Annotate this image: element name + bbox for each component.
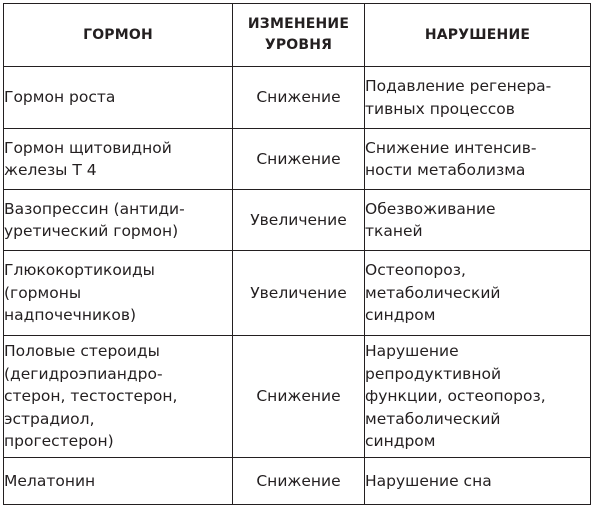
cell-disorder bbox=[365, 251, 591, 336]
cell-level-change-text: Снижение bbox=[256, 387, 341, 406]
cell-level-change bbox=[233, 336, 365, 458]
table-row bbox=[4, 458, 591, 505]
cell-hormone bbox=[4, 251, 233, 336]
cell-disorder-text: Нарушение репродуктивной функции, остеопороз, метаболический синдром bbox=[365, 342, 546, 451]
cell-hormone-text: Глюкокортикоиды (гормоны надпочечников) bbox=[4, 261, 155, 325]
cell-disorder-text: Снижение интенсив- ности метаболизма bbox=[365, 138, 537, 179]
cell-level-change bbox=[233, 129, 365, 190]
table-row bbox=[4, 190, 591, 251]
header-hormone-label: ГОРМОН bbox=[83, 26, 153, 43]
cell-disorder-text: Остеопороз, метаболический синдром bbox=[365, 261, 501, 325]
cell-disorder bbox=[365, 67, 591, 129]
table-header-row bbox=[4, 4, 591, 67]
cell-hormone-text: Половые стероиды (дегидроэпиандро- стерон, тестостерон, эстрадиол, прогестерон) bbox=[4, 342, 178, 451]
header-level-change bbox=[233, 4, 365, 67]
header-level-change-label: ИЗМЕНЕНИЕ УРОВНЯ bbox=[247, 16, 350, 53]
cell-hormone bbox=[4, 458, 233, 505]
table-row bbox=[4, 251, 591, 336]
header-disorder-label: НАРУШЕНИЕ bbox=[424, 26, 531, 43]
cell-disorder bbox=[365, 129, 591, 190]
cell-level-change-text: Снижение bbox=[256, 149, 341, 168]
cell-hormone bbox=[4, 336, 233, 458]
cell-hormone bbox=[4, 190, 233, 251]
cell-level-change-text: Снижение bbox=[256, 471, 341, 490]
cell-level-change-text: Увеличение bbox=[250, 210, 347, 229]
hormone-table bbox=[3, 3, 591, 505]
cell-disorder bbox=[365, 458, 591, 505]
cell-level-change bbox=[233, 190, 365, 251]
table-row bbox=[4, 67, 591, 129]
cell-level-change-text: Снижение bbox=[256, 88, 341, 107]
cell-hormone-text: Гормон щитовидной железы Т 4 bbox=[4, 138, 172, 179]
cell-level-change bbox=[233, 67, 365, 129]
table-row bbox=[4, 336, 591, 458]
header-hormone bbox=[4, 4, 233, 67]
cell-level-change bbox=[233, 251, 365, 336]
cell-disorder-text: Нарушение сна bbox=[365, 471, 492, 490]
cell-disorder-text: Подавление регенера- тивных процессов bbox=[365, 77, 552, 118]
cell-disorder bbox=[365, 336, 591, 458]
cell-hormone-text: Вазопрессин (антиди- уретический гормон) bbox=[4, 199, 185, 240]
cell-hormone-text: Мелатонин bbox=[4, 471, 96, 490]
cell-hormone-text: Гормон роста bbox=[4, 88, 116, 107]
cell-level-change bbox=[233, 458, 365, 505]
cell-disorder bbox=[365, 190, 591, 251]
cell-hormone bbox=[4, 67, 233, 129]
table-row bbox=[4, 129, 591, 190]
cell-disorder-text: Обезвоживание тканей bbox=[365, 199, 496, 240]
header-disorder bbox=[365, 4, 591, 67]
cell-hormone bbox=[4, 129, 233, 190]
cell-level-change-text: Увеличение bbox=[250, 283, 347, 302]
